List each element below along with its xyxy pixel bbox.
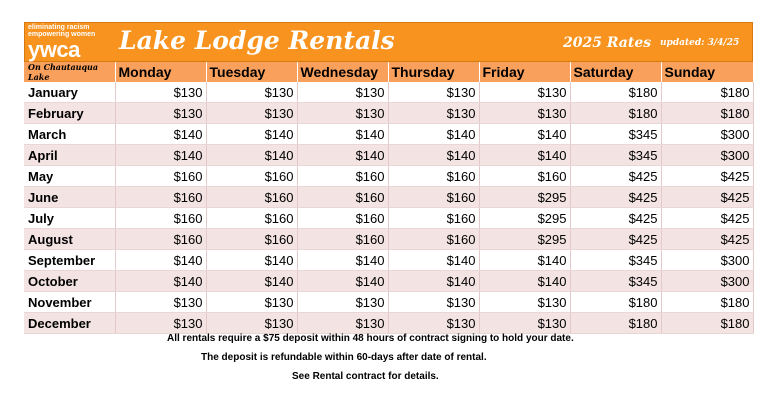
price-cell: $160 [115,187,206,208]
price-cell: $130 [115,103,206,124]
price-cell: $425 [570,208,661,229]
price-cell: $160 [115,166,206,187]
price-cell: $345 [570,271,661,292]
column-header: Saturday [570,62,661,82]
price-cell: $140 [479,145,570,166]
price-cell: $160 [479,166,570,187]
price-cell: $160 [206,208,297,229]
price-cell: $140 [206,271,297,292]
price-cell: $180 [570,313,661,334]
logo-tagline-2: empowering women [28,31,96,38]
price-cell: $160 [206,187,297,208]
updated-date: updated: 3/4/25 [660,38,740,48]
price-cell: $295 [479,208,570,229]
price-cell: $345 [570,250,661,271]
rental-rate-sheet [24,22,753,334]
month-cell: December [24,313,115,334]
price-cell: $295 [479,229,570,250]
location-label: On Chautauqua Lake [24,62,115,82]
price-cell: $180 [570,82,661,103]
price-cell: $425 [661,208,753,229]
price-cell: $130 [388,82,479,103]
price-cell: $140 [479,250,570,271]
price-cell: $130 [388,292,479,313]
price-cell: $130 [297,292,388,313]
refund-note: The deposit is refundable within 60-days after date of rental. [201,352,487,363]
price-cell: $140 [115,271,206,292]
column-header: Monday [115,62,206,82]
month-cell: July [24,208,115,229]
column-header: Wednesday [297,62,388,82]
month-cell: May [24,166,115,187]
price-cell: $300 [661,271,753,292]
month-cell: January [24,82,115,103]
page-title: Lake Lodge Rentals [119,26,395,55]
price-cell: $425 [661,187,753,208]
price-cell: $140 [206,145,297,166]
price-cell: $140 [206,124,297,145]
price-cell: $180 [661,313,753,334]
price-cell: $425 [661,166,753,187]
table-row [24,250,753,271]
price-cell: $130 [206,103,297,124]
price-cell: $140 [388,271,479,292]
month-cell: September [24,250,115,271]
price-cell: $180 [570,292,661,313]
price-cell: $300 [661,124,753,145]
table-row [24,292,753,313]
price-cell: $160 [115,229,206,250]
logo-wordmark: ywca [28,37,80,62]
column-header: Tuesday [206,62,297,82]
price-cell: $180 [661,103,753,124]
price-cell: $180 [570,103,661,124]
month-cell: October [24,271,115,292]
rates-table-body [24,82,753,334]
table-row [24,82,753,103]
column-header: Friday [479,62,570,82]
month-cell: November [24,292,115,313]
price-cell: $130 [115,292,206,313]
price-cell: $180 [661,82,753,103]
price-cell: $130 [297,82,388,103]
table-row [24,124,753,145]
price-cell: $140 [115,124,206,145]
table-row [24,187,753,208]
price-cell: $160 [297,208,388,229]
price-cell: $130 [206,82,297,103]
price-cell: $425 [570,187,661,208]
logo-tagline-1: eliminating racism [28,24,90,31]
price-cell: $300 [661,250,753,271]
price-cell: $130 [206,313,297,334]
price-cell: $130 [115,82,206,103]
price-cell: $180 [661,292,753,313]
deposit-note: All rentals require a $75 deposit within 48 hours of contract signing to hold your date. [167,333,574,344]
price-cell: $160 [297,229,388,250]
price-cell: $345 [570,145,661,166]
ywca-logo [28,24,118,61]
month-cell: April [24,145,115,166]
table-header-row [24,62,753,82]
price-cell: $130 [115,313,206,334]
price-cell: $160 [388,187,479,208]
price-cell: $130 [479,292,570,313]
rates-table [24,62,754,334]
price-cell: $425 [570,229,661,250]
price-cell: $130 [479,82,570,103]
table-row [24,313,753,334]
price-cell: $295 [479,187,570,208]
price-cell: $130 [388,103,479,124]
price-cell: $140 [115,145,206,166]
month-cell: August [24,229,115,250]
price-cell: $160 [115,208,206,229]
price-cell: $140 [479,271,570,292]
price-cell: $300 [661,145,753,166]
month-cell: June [24,187,115,208]
price-cell: $140 [479,124,570,145]
price-cell: $160 [388,166,479,187]
price-cell: $140 [297,271,388,292]
table-row [24,145,753,166]
table-row [24,166,753,187]
month-cell: March [24,124,115,145]
column-header: Sunday [661,62,753,82]
table-row [24,103,753,124]
contract-note: See Rental contract for details. [292,371,439,382]
table-row [24,208,753,229]
price-cell: $140 [297,145,388,166]
rates-year-label: 2025 Rates [563,35,652,51]
price-cell: $160 [206,166,297,187]
price-cell: $130 [297,313,388,334]
price-cell: $140 [115,250,206,271]
price-cell: $160 [206,229,297,250]
price-cell: $160 [388,208,479,229]
price-cell: $130 [388,313,479,334]
table-row [24,271,753,292]
price-cell: $140 [388,250,479,271]
price-cell: $130 [297,103,388,124]
price-cell: $160 [297,187,388,208]
price-cell: $140 [388,124,479,145]
price-cell: $140 [388,145,479,166]
price-cell: $425 [661,229,753,250]
price-cell: $160 [297,166,388,187]
price-cell: $130 [206,292,297,313]
price-cell: $130 [479,103,570,124]
price-cell: $140 [297,250,388,271]
header-banner [24,22,753,62]
column-header: Thursday [388,62,479,82]
price-cell: $130 [479,313,570,334]
price-cell: $160 [388,229,479,250]
table-row [24,229,753,250]
month-cell: February [24,103,115,124]
price-cell: $345 [570,124,661,145]
price-cell: $425 [570,166,661,187]
price-cell: $140 [297,124,388,145]
price-cell: $140 [206,250,297,271]
